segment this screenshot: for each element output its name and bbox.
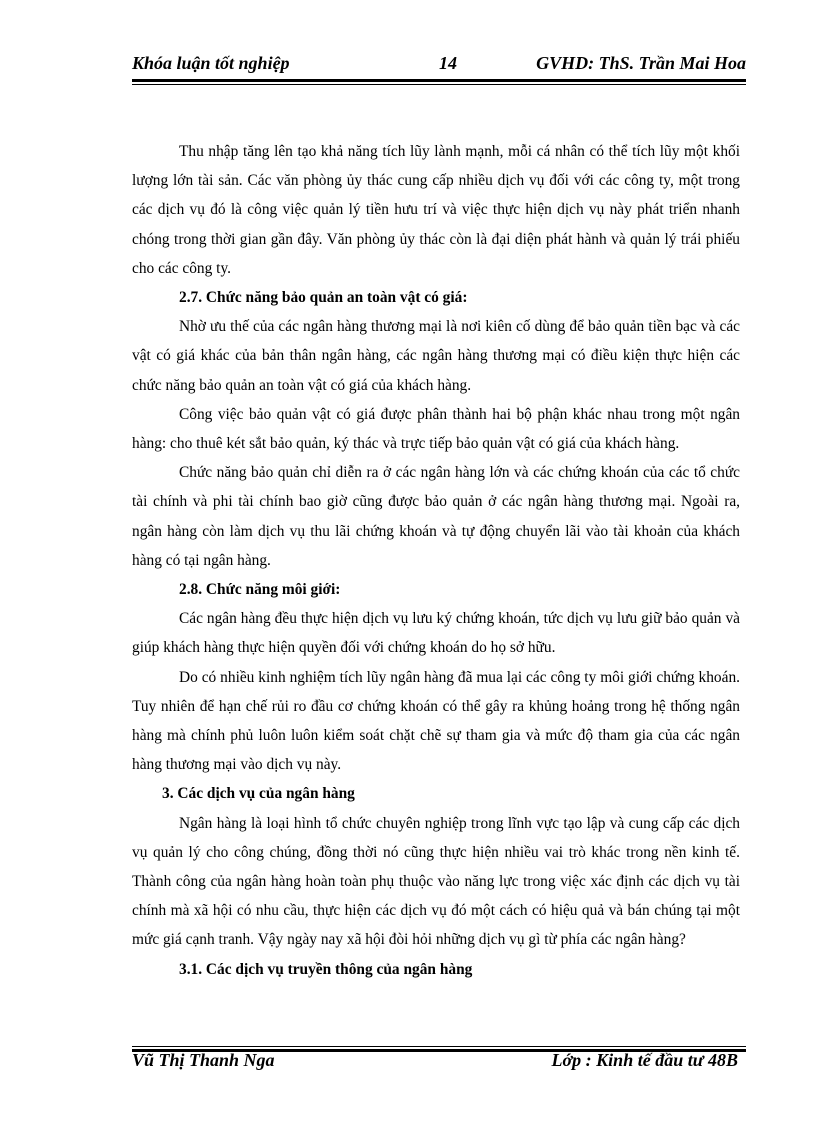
- section-heading-2-8: 2.8. Chức năng môi giới:: [179, 581, 341, 599]
- section-heading-3: 3. Các dịch vụ của ngân hàng: [162, 785, 355, 803]
- document-body: [132, 137, 740, 984]
- paragraph: Nhờ ưu thế của các ngân hàng thương mại là nơi kiên cố dùng để bảo quản tiền bạc và các vật có giá khác của bản thân ngân hàng, các ngân hàng thương mại có điều kiện thực hiện các chức năng bảo quản an toàn vật có giá của khách hàng.: [132, 318, 740, 394]
- footer-author: Vũ Thị Thanh Nga: [132, 1050, 275, 1070]
- paragraph: Công việc bảo quản vật có giá được phân thành hai bộ phận khác nhau trong một ngân hàng: cho thuê két sắt bảo quản, ký thác và trực tiếp bảo quản vật có giá của khách hàng.: [132, 405, 740, 453]
- paragraph: Ngân hàng là loại hình tổ chức chuyên nghiệp trong lĩnh vực tạo lập và cung cấp các dịch vụ quản lý cho công chúng, đồng thời nó cũng thực hiện nhiều vai trò khác trong nền kinh tế. Thành công của ngân hàng hoàn toàn phụ thuộc vào năng lực trong việc xác định các dịch vụ tài chính mà xã hội có nhu cầu, thực hiện các dịch vụ đó một cách có hiệu quả và bán chúng tại một mức giá cạnh tranh. Vậy ngày nay xã hội đòi hỏi những dịch vụ gì từ phía các ngân hàng?: [132, 814, 740, 949]
- section-heading-3-1: 3.1. Các dịch vụ truyền thông của ngân hàng: [179, 960, 473, 978]
- header-rule: [132, 79, 746, 85]
- section-heading-2-7: 2.7. Chức năng bảo quản an toàn vật có giá:: [179, 289, 468, 307]
- paragraph: Các ngân hàng đều thực hiện dịch vụ lưu ký chứng khoán, tức dịch vụ lưu giữ bảo quản và giúp khách hàng thực hiện quyền đối với chứng khoán do họ sở hữu.: [132, 610, 740, 657]
- paragraph: Do có nhiều kinh nghiệm tích lũy ngân hàng đã mua lại các công ty môi giới chứng khoán. Tuy nhiên để hạn chế rủi ro đầu cơ chứng khoán có thể gây ra khủng hoảng trong hệ thống ngân hàng mà chính phủ luôn luôn kiểm soát chặt chẽ sự tham gia và mức độ tham gia của các ngân hàng thương mại vào dịch vụ này.: [132, 668, 740, 774]
- page-header: [132, 51, 746, 79]
- page-number: 14: [439, 53, 457, 73]
- paragraph: Thu nhập tăng lên tạo khả năng tích lũy lành mạnh, mỗi cá nhân có thể tích lũy một khối lượng lớn tài sản. Các văn phòng ủy thác cung cấp nhiều dịch vụ đối với các công ty, một trong các dịch vụ đó là công việc quản lý tiền hưu trí và việc thực hiện dịch vụ này phát triển nhanh chóng trong thời gian gần đây. Văn phòng ủy thác còn là đại diện phát hành và quản lý trái phiếu cho các công ty.: [132, 143, 740, 277]
- header-thesis-title: Khóa luận tốt nghiệp: [132, 53, 290, 73]
- footer-class: Lớp : Kinh tế đầu tư 48B: [551, 1050, 738, 1070]
- header-supervisor: GVHD: ThS. Trần Mai Hoa: [536, 53, 746, 73]
- paragraph: Chức năng bảo quản chỉ diễn ra ở các ngân hàng lớn và các chứng khoán của các tổ chức tài chính và phi tài chính bao giờ cũng được bảo quản ở các ngân hàng thương mại. Ngoài ra, ngân hàng còn làm dịch vụ thu lãi chứng khoán và tự động chuyển lãi vào tài khoản của khách hàng có tại ngân hàng.: [132, 464, 740, 569]
- page-footer: [132, 1050, 746, 1074]
